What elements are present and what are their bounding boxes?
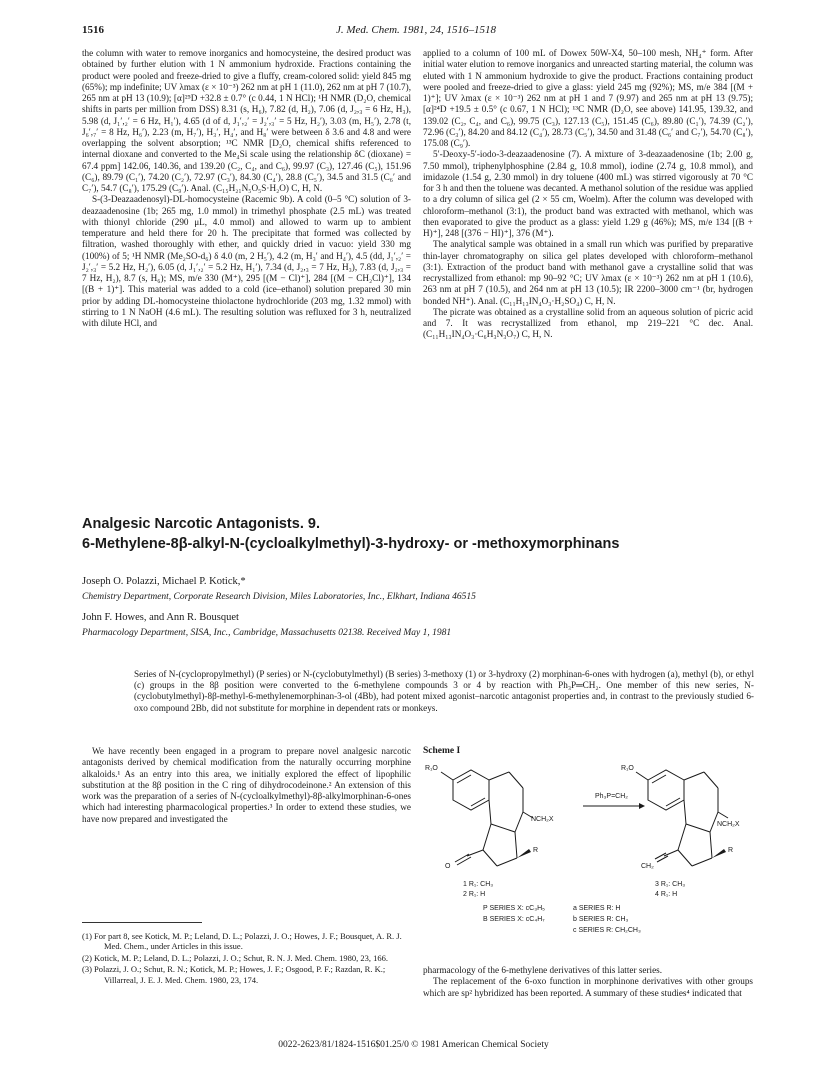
footnotes [82, 922, 411, 986]
paragraph: We have recently been engaged in a program to prepare novel analgesic narcotic antagonists derived by chemical modification from the naturally occurring morphine alkaloids.¹ As an entry into this area, we initially explored the effect of lipophilic substitution at the 8β position in the C ring of dihydrocodeinone.² An extension of this work was the preparation of a series of N-(cycloalkylmethyl)-8β-alkylmorphinan-6-ones which had interesting pharmacological properties.³ In order to extend these studies, we have now prepared and investigated the [82, 746, 411, 824]
column-left-experimental [82, 48, 411, 329]
structure-left [441, 770, 533, 866]
footnote-rule [82, 922, 202, 923]
arrow-head-icon [639, 803, 645, 809]
article-title [82, 514, 762, 554]
intro-text [82, 746, 411, 825]
running-header [82, 24, 750, 40]
paragraph: The replacement of the 6-oxo function in morphinone derivatives with other groups which are sp² hybridized has been reported. A summary of these studies⁴ indicated that [423, 976, 753, 998]
compound-label: 4 R₁: H [655, 891, 678, 898]
ro-label: R₁O [425, 765, 438, 772]
r-label: R [533, 847, 539, 854]
r-series-label: a SERIES R: H [573, 905, 621, 912]
compound-label: 1 R₁: CH₃ [463, 881, 494, 888]
paragraph: applied to a column of 100 mL of Dowex 50W-X4, 50–100 mesh, NH₄⁺ form. After initial water elution to remove inorganics and unreacted starting material, the column was eluted with 1 N ammonium hydroxide to give the product. Fractions containing product were pooled and freeze-dried to give a glass: yield 245 mg (92%); MS, m/e 384 [(M + 1)⁺]; UV λmax (ε × 10⁻³) 262 nm at pH 1 and 7 (9.97) and 265 nm at pH 13 (9.75); [α]²⁴D +19.5 ± 0.5° (c 0.67, 1 N HCl); ¹³C NMR (D₂O, see above) 141.95, 139.32, and 139.02 (C₂, C₄, and C₆), 99.75 (C₃), 127.13 (C₅), 151.45 (C₆), 89.80 (C₁′), 74.39 (C₂′), 72.96 (C₃′), 84.20 and 84.12 (C₄′), 28.73 (C₅′), 34.50 and 31.48 (C₆′ and C₇′), 54.70 (C₈′), 175.08 (C₉′). [423, 48, 753, 148]
series-label: P SERIES X: cC₃H₅ [483, 905, 545, 912]
page-footer: 0022-2623/81/1824-1516$01.25/0 © 1981 American Chemical Society [278, 1040, 549, 1050]
oxo-label: O [445, 863, 451, 870]
compound-label: 2 R₁: H [463, 891, 486, 898]
wedge-bond [712, 849, 726, 858]
structure-right [636, 770, 728, 866]
column-right-experimental [423, 48, 753, 341]
paragraph: 5′-Deoxy-5′-iodo-3-deazaadenosine (7). A mixture of 3-deazaadenosine (1b; 2.00 g, 7.50 mmol), triphenylphosphine (2.84 g, 10.8 mmol), iodine (2.74 g, 10.8 mmol), and imidazole (1.54 g, 2.30 mmol) in dry toluene (400 mL) was stirred vigorously at 70 °C for 3 h and then the toluene was decanted. A methanol solution of the residue was applied to a dry column of silica gel (2 × 55 cm, Woelm). After the column was developed with chloroform–methanol (3:1), the product band was extracted with methanol, which was then evaporated to give the product as a glass: yield 1.29 g (46%); MS, m/e 134 [(B + H)⁺], 248 [(376 − HI)⁺], 376 (M⁺). [423, 149, 753, 238]
nch2x-label: NCH₂X [531, 816, 554, 823]
authors: John F. Howes, and Ann R. Bousquet [82, 612, 239, 623]
page-number: 1516 [82, 24, 104, 36]
affiliation: Chemistry Department, Corporate Research Division, Miles Laboratories, Inc., Elkhart, Indiana 46515 [82, 592, 476, 602]
reagent-label: Ph₃P=CH₂ [595, 793, 628, 800]
methylene-label: CH₂ [641, 863, 654, 870]
footnote: (1) For part 8, see Kotick, M. P.; Leland, D. L.; Polazzi, J. O.; Howes, J. F.; Bousquet, A. R. J. Med. Chem., under Articles in this issue. [82, 931, 402, 952]
series-label: B SERIES X: cC₄H₇ [483, 916, 545, 923]
r-series-label: b SERIES R: CH₃ [573, 916, 629, 923]
r-series-label: c SERIES R: CH₂CH₃ [573, 927, 641, 934]
paragraph: The analytical sample was obtained in a small run which was purified by preparative thin-layer chromatography on silica gel plates developed with chloroform–methanol (3:1). Extraction of the product band with methanol gave a crystalline solid that was recrystallized from ethanol: mp 90–92 °C; UV λmax (ε × 10⁻³) 262 nm at pH 1 (10.6), 263 nm at pH 7 (10.5), and 264 nm at pH 13 (10.5); IR 2200–3000 cm⁻¹ (br, hydrogen bonded NH⁺). Anal. (C₁₁H₁₃IN₄O₃·H₂SO₄) C, H, N. [423, 239, 753, 306]
article-title-line: Analgesic Narcotic Antagonists. 9. [82, 516, 320, 532]
ro-label: R₁O [621, 765, 634, 772]
nch2x-label: NCH₂X [717, 821, 740, 828]
authors: Joseph O. Polazzi, Michael P. Kotick,* [82, 576, 246, 587]
footnote: (2) Kotick, M. P.; Leland, D. L.; Polazzi, J. O.; Schut, R. N. J. Med. Chem. 1980, 23, 166. [82, 952, 388, 963]
wedge-bond [517, 849, 531, 858]
paragraph: the column with water to remove inorganics and homocysteine, the desired product was obtained by further elution with 1 N ammonium hydroxide. Fractions containing the product were pooled and freeze-dried to give a fluffy, cream-colored solid: yield 845 mg (65%); mp indefinite; UV λmax (ε × 10⁻³) 262 nm at pH 1 (11.0), 262 nm at pH 7 (10.7), 265 nm at pH 13 (10.9); [α]²⁵D +32.8 ± 0.7° (c 0.44, 1 N HCl); ¹H NMR (D₂O, chemical shifts in parts per million from DSS) 8.31 (s, H₆), 7.82 (d, H₂), 7.06 (d, J₂,₃ = 6 Hz, H₃), 5.98 (d, J₁′,₂′ = 6 Hz, H₁′), 4.65 (d of d, J₁′,₂′ = J₂′,₃′ = 5 Hz, H₂′), 3.03 (m, H₅′), 2.78 (t, J₆′,₇′ = 8 Hz, H₆′), 2.23 (m, H₇′), H₃′, H₄′, and H₈′ were between δ 3.6 and 4.8 and were overlapping the solvent absorption; ¹³C NMR [D₂O, chemical shifts referenced to internal dioxane and converted to the Me₄Si scale using the relationship δC (dioxane) = 67.4 ppm] 142.06, 140.36, and 139.20 (C₂, C₄, and C₆), 99.97 (C₃), 127.46 (C₅), 151.96 (C₆), 89.79 (C₁′), 74.20 (C₂′), 72.97 (C₃′), 84.30 (C₄′), 28.8 (C₅′), 34.5 and 31.5 (C₆′ and C₇′), 54.7 (C₈′), 175.29 (C₉′). Anal. (C₁₅H₂₁N₅O₅S·H₂O) C, H, N. [82, 48, 411, 193]
paragraph: S-(3-Deazaadenosyl)-DL-homocysteine (Racemic 9b). A cold (0–5 °C) solution of 3-deazaadenosine (1b; 265 mg, 1.0 mmol) in trimethyl phosphate (2.5 mL) was treated with thionyl chloride (290 μL, 4.0 mmol) and allowed to warm up to ambient temperature and held there for 20 h. The precipitate that formed was collected by filtration, washed thoroughly with ether, and quickly dried in vacuo: yield 330 mg (100%) of 5; ¹H NMR (Me₂SO-d₆) δ 4.0 (m, 2 H₅′), 4.2 (m, H₃′ and H₄′), 4.5 (dd, J₁′,₂′ = J₂′,₃′ = 5.2 Hz, H₂′), 6.05 (d, J₁′,₂′ = 5.2 Hz, H₁′), 7.34 (d, J₂,₃ = 7 Hz, H₃), 7.83 (d, J₂,₃ = 7 Hz, H₂), 8.7 (s, H₆); MS, m/e 330 (M⁺), 295 [(M − Cl)⁺], 284 [(M − CH₂Cl)⁺], 134 [(B + 1)⁺]. This material was added to a cold (ice–ethanol) solution prepared 30 min prior by adding DL-homocysteine thiolactone hydrochloride (203 mg, 1.32 mmol) with stirring to 1 N NaOH (4.6 mL). The resulting solution was refluxed for 3 h, neutralized with dilute HCl, and [82, 194, 411, 328]
column-right-intro [423, 965, 753, 999]
footnote: (3) Polazzi, J. O.; Schut, R. N.; Kotick, M. P.; Howes, J. F.; Osgood, P. F.; Razdan, R. K.; Villarreal, J. E. J. Med. Chem. 1980, 23, 174. [82, 964, 386, 985]
abstract: Series of N-(cyclopropylmethyl) (P series) or N-(cyclobutylmethyl) (B series) 3-methoxy (1) or 3-hydroxy (2) morphinan-6-ones with hydrogen (a), methyl (b), or ethyl (c) groups in the 8β position were converted to the 6-methylene compounds 3 or 4 by reaction with Ph₃P═CH₂. One member of this new series, N-(cyclobutylmethyl)-8β-methyl-6-methylenemorphinan-3-ol (4Bb), had potent mixed agonist–narcotic antagonist properties and, in contrast to the previously studied 6-oxo compound 2Bb, did not substitute for morphine in dependent rats or monkeys. [134, 669, 754, 713]
article-title-line: 6-Methylene-8β-alkyl-N-(cycloalkylmethyl)-3-hydroxy- or -methoxymorphinans [82, 536, 620, 552]
paragraph: pharmacology of the 6-methylene derivatives of this latter series. [423, 965, 663, 975]
reaction-scheme [423, 758, 753, 958]
r-label: R [728, 847, 734, 854]
paragraph: The picrate was obtained as a crystalline solid from an aqueous solution of picric acid and 7. It was recrystallized from ethanol, mp 219–221 °C dec. Anal. (C₁₁H₁₃IN₄O₃·C₆H₃N₃O₇) C, H, N. [423, 306, 753, 340]
compound-label: 3 R₁: CH₃ [655, 881, 686, 888]
journal-citation: J. Med. Chem. 1981, 24, 1516–1518 [335, 24, 497, 36]
affiliation: Pharmacology Department, SISA, Inc., Cambridge, Massachusetts 02138. Received May 1, 1981 [82, 628, 452, 638]
scheme-title: Scheme I [423, 746, 461, 756]
